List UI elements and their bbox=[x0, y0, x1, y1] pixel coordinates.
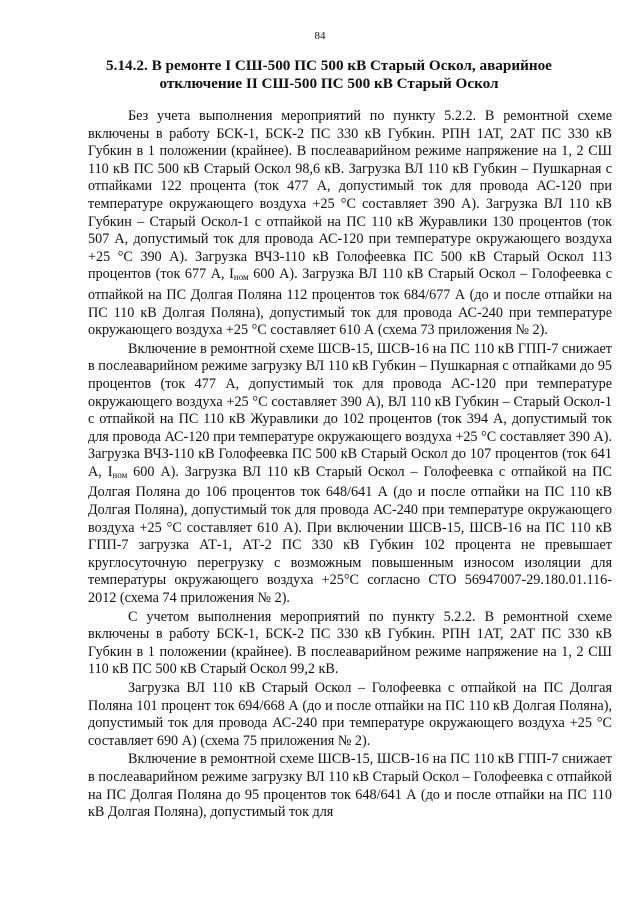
paragraph-5 bbox=[88, 751, 612, 821]
paragraph-text: С учетом выполнения мероприятий по пункту 5.2.2. В ремонтной схеме включены в работу БСК-1, БСК-2 ПС 330 кВ Губкин. РПН 1АТ, 2АТ ПС 330 кВ Губкин в 1 положении (крайнее). В послеаварийном режиме напряжение на 1, 2 СШ 110 кВ ПС 500 кВ Старый Оскол 99,2 кВ. bbox=[88, 608, 612, 678]
paragraph-2 bbox=[88, 341, 612, 608]
page-number: 84 bbox=[314, 30, 326, 42]
paragraph-4 bbox=[88, 680, 612, 750]
paragraph-text: Без учета выполнения мероприятий по пункту 5.2.2. В ремонтной схеме включены в работу БСК-1, БСК-2 ПС 330 кВ Губкин. РПН 1АТ, 2АТ ПС 330 кВ Губкин в 1 положении (крайнее). В послеаварийном режиме напряжение на 1, 2 СШ 110 кВ ПС 500 кВ Старый Оскол 98,6 кВ. Загрузка ВЛ 110 кВ Губкин – Пушкарная с отпайками 122 процента (ток 477 А, допустимый ток для провода АС-120 при температуре окружающего воздуха +25 °С составляет 390 А). Загрузка ВЛ 110 кВ Губкин – Старый Оскол-1 с отпайкой на ПС 110 кВ Журавлики 130 процентов (ток 507 А, допустимый ток для провода АС-120 при температуре окружающего воздуха +25 °С 390 А). Загрузка ВЧЗ-110 кВ Голофеевка ПС 500 кВ Старый Оскол 113 процентов (ток 677 А, I bbox=[88, 108, 612, 283]
paragraph-text: Загрузка ВЛ 110 кВ Старый Оскол – Голофеевка с отпайкой на ПС Долгая Поляна 101 процент ток 694/668 А (до и после отпайки на ПС 110 кВ Долгая Поляна), допустимый ток для провода АС-240 при температуре окружающего воздуха +25 °С составляет 690 А) (схема 75 приложения № 2). bbox=[88, 680, 612, 749]
section-heading-line-1: 5.14.2. В ремонте I СШ-500 ПС 500 кВ Старый Оскол, аварийное bbox=[106, 57, 552, 74]
paragraph-1 bbox=[88, 108, 612, 340]
paragraph-text: Включение в ремонтной схеме ШСВ-15, ШСВ-16 на ПС 110 кВ ГПП-7 снижает в послеаварийном режиме загрузку ВЛ 110 кВ Губкин – Пушкарная с отпайками до 95 процентов (ток 477 А, допустимый ток для провода АС-120 при температуре окружающего воздуха +25 °С составляет 390 А), ВЛ 110 кВ Губкин – Старый Оскол-1 с отпайкой на ПС 110 кВ Журавлики до 102 процентов (ток 394 А, допустимый ток для провода АС-120 при температуре окружающего воздуха +25 °С составляет 390 А). Загрузка ВЧЗ-110 кВ Голофеевка ПС 500 кВ Старый Оскол до 107 процентов (ток 641 А, I bbox=[88, 340, 612, 480]
subscript-nom: ном bbox=[112, 469, 128, 480]
paragraph-3 bbox=[88, 609, 612, 679]
body-text bbox=[88, 108, 612, 823]
section-heading bbox=[88, 57, 570, 93]
section-heading-line-2: отключение II СШ-500 ПС 500 кВ Старый Оскол bbox=[159, 75, 499, 92]
paragraph-text: 600 А). Загрузка ВЛ 110 кВ Старый Оскол – Голофеевка с отпайкой на ПС Долгая Поляна 112 процентов ток 684/677 А (до и после отпайки на ПС 110 кВ Долгая Поляна), допустимый ток для провода АС-240 при температуре окружающего воздуха +25 °С составляет 610 А (схема 73 приложения № 2). bbox=[88, 266, 612, 339]
subscript-nom: ном bbox=[233, 272, 249, 283]
paragraph-text: Включение в ремонтной схеме ШСВ-15, ШСВ-16 на ПС 110 кВ ГПП-7 снижает в послеаварийном режиме загрузку ВЛ 110 кВ Старый Оскол – Голофеевка с отпайкой на ПС Долгая Поляна до 95 процентов ток 648/641 А (до и после отпайки на ПС 110 кВ Долгая Поляна), допустимый ток для bbox=[88, 751, 612, 821]
paragraph-text: 600 А). Загрузка ВЛ 110 кВ Старый Оскол – Голофеевка с отпайкой на ПС Долгая Поляна до 106 процентов ток 648/641 А (до и после отпайки на ПС 110 кВ Долгая Поляна), допустимый ток для провода АС-240 при температуре окружающего воздуха +25 °С составляет 610 А). При включении ШСВ-15, ШСВ-16 на ПС 110 кВ ГПП-7 загрузка АТ-1, АТ-2 ПС 330 кВ Губкин 102 процента не превышает круглосуточную перегрузку с возможным повышенным износом изоляции для температуры окружающего воздуха +25°С согласно СТО 56947007-29.180.01.116-2012 (схема 74 приложения № 2). bbox=[88, 463, 612, 607]
